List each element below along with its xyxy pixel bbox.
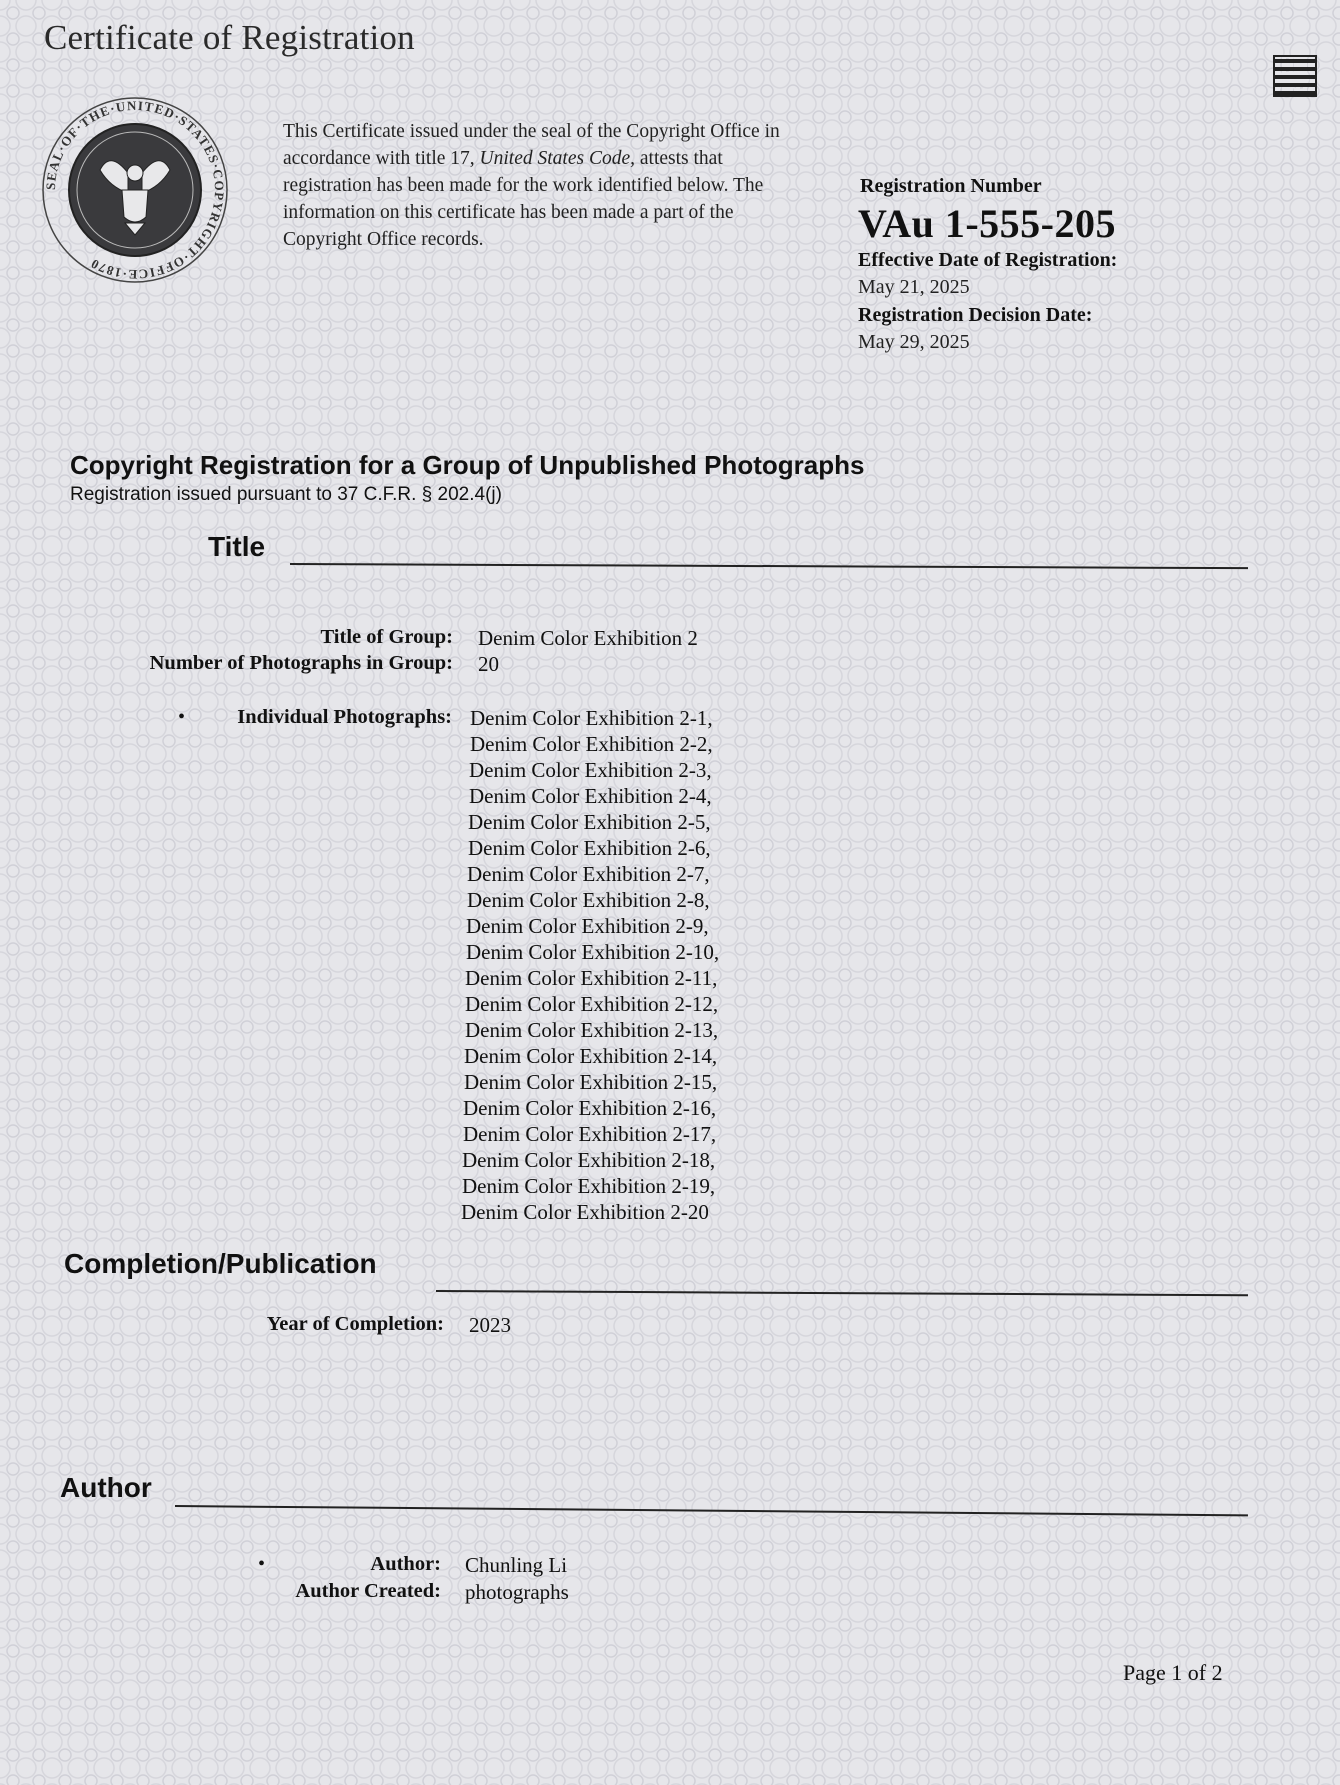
individual-photos-bullet: • xyxy=(178,706,186,728)
decision-date: May 29, 2025 xyxy=(858,331,970,353)
photo-list-item: Denim Color Exhibition 2-11, xyxy=(465,966,718,990)
completion-section-rule xyxy=(436,1290,1248,1296)
photo-list-item: Denim Color Exhibition 2-13, xyxy=(465,1018,719,1042)
intro-text-part2: attests that registration has been made for the work identified below. The information on this certificate has been made a part of the Copyright Office records. xyxy=(283,148,764,250)
group-registration-subheading: Registration issued pursuant to 37 C.F.R. § 202.4(j) xyxy=(70,484,502,505)
registration-number: VAu 1-555-205 xyxy=(858,201,1117,246)
group-registration-heading: Copyright Registration for a Group of Unpublished Photographs xyxy=(70,450,865,480)
author-created-label: Author Created: xyxy=(295,1580,441,1602)
photo-list-item: Denim Color Exhibition 2-16, xyxy=(463,1096,717,1120)
photo-list-item: Denim Color Exhibition 2-7, xyxy=(467,862,710,886)
photo-list-item: Denim Color Exhibition 2-15, xyxy=(464,1070,718,1094)
photo-list-item: Denim Color Exhibition 2-2, xyxy=(470,732,713,756)
effective-date-label: Effective Date of Registration: xyxy=(858,249,1118,271)
photo-list-item: Denim Color Exhibition 2-5, xyxy=(468,810,711,834)
photo-list-item: Denim Color Exhibition 2-18, xyxy=(462,1148,716,1172)
copyright-office-seal-icon xyxy=(40,95,230,285)
author-section-heading: Author xyxy=(60,1472,152,1503)
author-created-value: photographs xyxy=(465,1580,569,1604)
year-of-completion-label: Year of Completion: xyxy=(266,1313,444,1335)
photo-list-item: Denim Color Exhibition 2-17, xyxy=(463,1122,717,1146)
photo-list-item: Denim Color Exhibition 2-8, xyxy=(467,888,710,912)
photo-list-item: Denim Color Exhibition 2-6, xyxy=(468,836,711,860)
group-title-value: Denim Color Exhibition 2 xyxy=(478,626,698,650)
seal-ring-text: SEAL·OF·THE·UNITED·STATES·COPYRIGHT·OFFICE·1870 xyxy=(42,97,228,283)
photo-list-item: Denim Color Exhibition 2-20 xyxy=(461,1200,709,1224)
author-section-rule xyxy=(175,1505,1248,1516)
photo-count-value: 20 xyxy=(478,652,499,676)
data-matrix-code-icon xyxy=(1273,55,1317,97)
title-section-rule xyxy=(290,563,1248,569)
completion-section-heading: Completion/Publication xyxy=(64,1248,377,1279)
photo-list-item: Denim Color Exhibition 2-12, xyxy=(465,992,719,1016)
photo-count-label: Number of Photographs in Group: xyxy=(149,652,453,674)
year-of-completion-value: 2023 xyxy=(469,1313,511,1337)
page-number: Page 1 of 2 xyxy=(1123,1660,1223,1685)
author-bullet: • xyxy=(258,1553,266,1575)
title-section-heading: Title xyxy=(208,531,266,562)
decision-date-label: Registration Decision Date: xyxy=(858,304,1093,326)
intro-text-italic: United States Code, xyxy=(479,148,635,169)
photo-list-item: Denim Color Exhibition 2-14, xyxy=(464,1044,718,1068)
photo-list-item: Denim Color Exhibition 2-1, xyxy=(470,706,713,730)
photo-list-item: Denim Color Exhibition 2-19, xyxy=(462,1174,716,1198)
photo-list-item: Denim Color Exhibition 2-9, xyxy=(466,914,709,938)
individual-photos-label: Individual Photographs: xyxy=(237,706,452,728)
photo-list-item: Denim Color Exhibition 2-3, xyxy=(469,758,712,782)
intro-text-part1: This Certificate issued under the seal of the Copyright Office in accordance with title 17, xyxy=(283,121,780,169)
photo-list-item: Denim Color Exhibition 2-4, xyxy=(469,784,712,808)
individual-photos-list xyxy=(461,705,810,1225)
registration-number-label: Registration Number xyxy=(860,175,1042,197)
effective-date: May 21, 2025 xyxy=(858,276,970,298)
author-name-value: Chunling Li xyxy=(465,1553,568,1577)
author-label: Author: xyxy=(370,1553,441,1575)
photo-list-item: Denim Color Exhibition 2-10, xyxy=(466,940,720,964)
certificate-title: Certificate of Registration xyxy=(44,18,415,57)
certificate-intro-text xyxy=(283,118,803,253)
group-title-label: Title of Group: xyxy=(320,626,453,648)
